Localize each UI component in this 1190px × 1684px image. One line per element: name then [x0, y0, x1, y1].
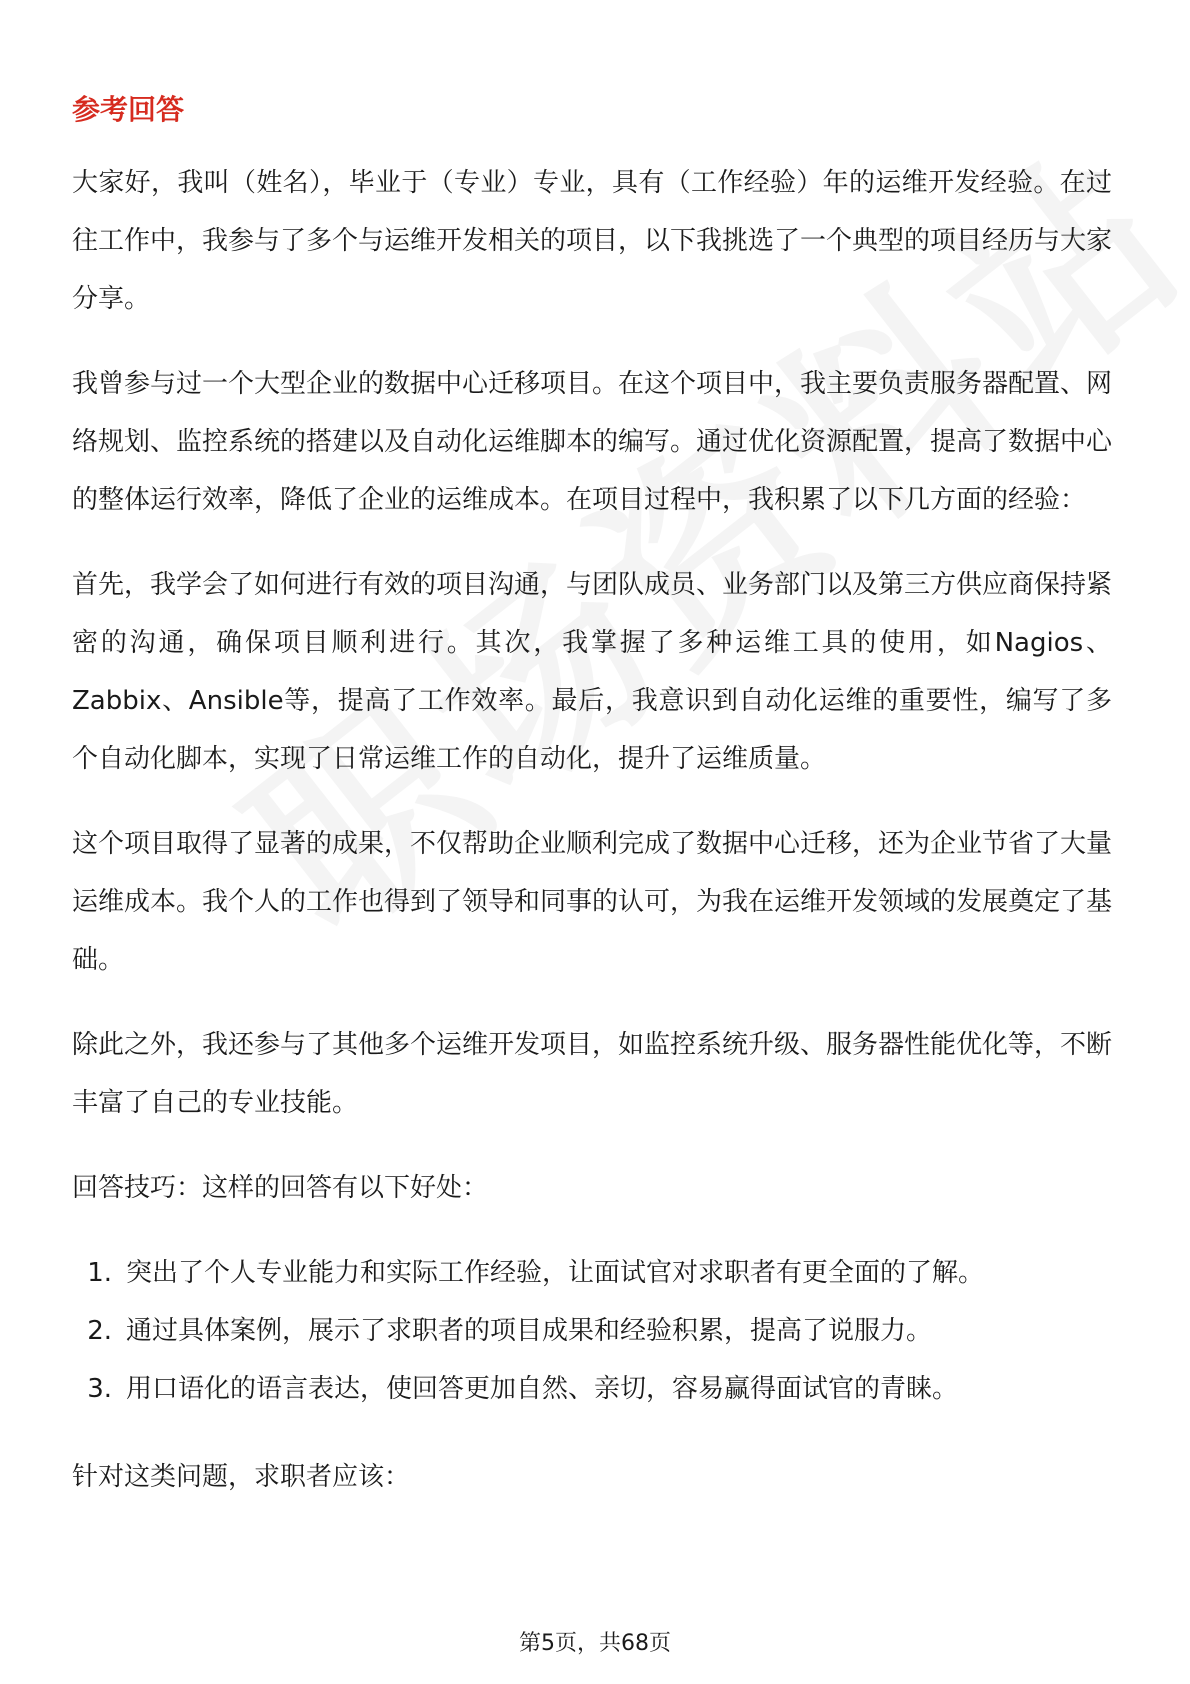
list-item	[72, 1244, 1112, 1302]
paragraph-closing: 针对这类问题，求职者应该：	[72, 1462, 411, 1492]
list-item	[72, 1360, 1112, 1418]
list-number: 1.	[87, 1258, 112, 1288]
list-item-text: 用口语化的语言表达，使回答更加自然、亲切，容易赢得面试官的青睐。	[126, 1374, 959, 1404]
paragraph-other-projects: 除此之外，我还参与了其他多个运维开发项目，如监控系统升级、服务器性能优化等，不断丰富了自己的专业技能。	[72, 1030, 1113, 1118]
content-body	[72, 92, 1112, 1533]
paragraph-experience: 首先，我学会了如何进行有效的项目沟通，与团队成员、业务部门以及第三方供应商保持紧密的沟通，确保项目顺利进行。其次，我掌握了多种运维工具的使用，如Nagios、Zabbix、Ansible等，提高了工作效率。最后，我意识到自动化运维的重要性，编写了多个自动化脚本，实现了日常运维工作的自动化，提升了运维质量。	[72, 570, 1113, 774]
list-item	[72, 1302, 1112, 1360]
paragraph-results: 这个项目取得了显著的成果，不仅帮助企业顺利完成了数据中心迁移，还为企业节省了大量运维成本。我个人的工作也得到了领导和同事的认可，为我在运维开发领域的发展奠定了基础。	[72, 829, 1113, 975]
paragraph-tips-intro: 回答技巧：这样的回答有以下好处：	[72, 1173, 489, 1203]
paragraph-project: 我曾参与过一个大型企业的数据中心迁移项目。在这个项目中，我主要负责服务器配置、网络规划、监控系统的搭建以及自动化运维脚本的编写。通过优化资源配置，提高了数据中心的整体运行效率，降低了企业的运维成本。在项目过程中，我积累了以下几方面的经验：	[72, 369, 1113, 515]
section-heading: 参考回答	[72, 93, 185, 126]
paragraph-intro: 大家好，我叫（姓名），毕业于（专业）专业，具有（工作经验）年的运维开发经验。在过往工作中，我参与了多个与运维开发相关的项目，以下我挑选了一个典型的项目经历与大家分享。	[72, 168, 1113, 314]
list-number: 2.	[87, 1316, 112, 1346]
list-number: 3.	[87, 1374, 112, 1404]
list-item-text: 突出了个人专业能力和实际工作经验，让面试官对求职者有更全面的了解。	[126, 1258, 985, 1288]
page-number: 第5页，共68页	[519, 1631, 671, 1656]
tips-list	[72, 1244, 1112, 1418]
list-item-text: 通过具体案例，展示了求职者的项目成果和经验积累，提高了说服力。	[126, 1316, 933, 1346]
